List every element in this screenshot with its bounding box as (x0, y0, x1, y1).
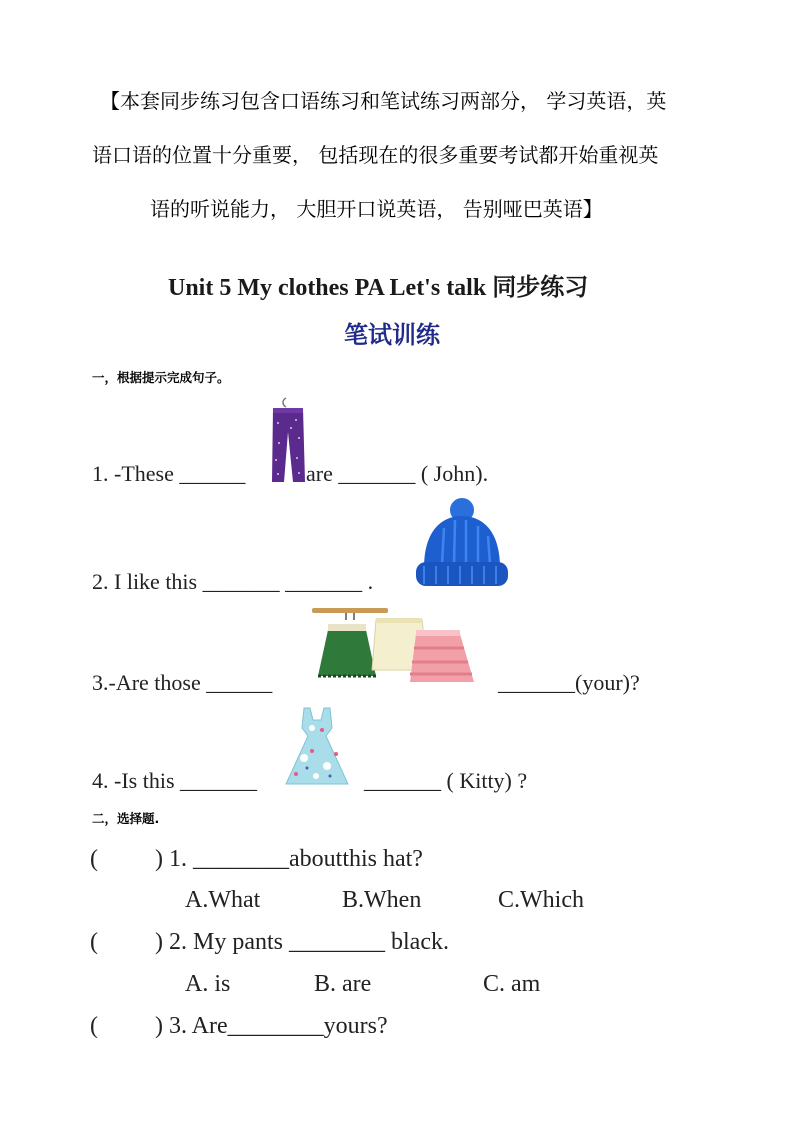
mc-2-bracket: ( (90, 929, 98, 955)
mc-2-option-a: A. is (185, 971, 231, 997)
mc-1-bracket: ( (90, 846, 98, 872)
question-4-part2: _______ ( Kitty) ? (364, 768, 528, 793)
skirts-icon (310, 606, 482, 688)
mc-2-question: ) 2. My pants ________ black. (155, 929, 449, 955)
question-1-part2: are _______ ( John). (306, 461, 489, 486)
mc-3-question: ) 3. Are________yours? (155, 1013, 388, 1039)
mc-1-option-a: A.What (185, 887, 261, 913)
question-2-text: 2. I like this _______ _______ . (92, 569, 374, 594)
page-subtitle: 笔试训练 (344, 321, 440, 349)
hat-icon (414, 498, 510, 590)
mc-3-bracket: ( (90, 1013, 98, 1039)
intro-line-3: 语的听说能力， 大胆开口说英语， 告别哑巴英语】 (150, 197, 603, 221)
mc-1-option-c: C.Which (498, 887, 584, 913)
section-1-heading: 一，根据提示完成句子。 (92, 370, 230, 385)
section-2-heading: 二，选择题. (92, 811, 160, 826)
pants-icon (266, 398, 310, 484)
question-4-part1: 4. -Is this _______ (92, 768, 257, 793)
question-1-part1: 1. -These ______ (92, 461, 246, 486)
page-title: Unit 5 My clothes PA Let's talk 同步练习 (168, 275, 589, 301)
intro-line-1: 【本套同步练习包含口语练习和笔试练习两部分， 学习英语，英 (100, 89, 667, 113)
intro-line-2: 语口语的位置十分重要， 包括现在的很多重要考试都开始重视英 (92, 143, 659, 167)
mc-1-question: ) 1. ________aboutthis hat? (155, 846, 423, 872)
question-3-part2: _______(your)? (498, 670, 640, 695)
dress-icon (282, 706, 352, 788)
mc-2-option-c: C. am (483, 971, 541, 997)
mc-2-option-b: B. are (314, 971, 372, 997)
mc-1-option-b: B.When (342, 887, 422, 913)
question-3-part1: 3.-Are those ______ (92, 670, 273, 695)
